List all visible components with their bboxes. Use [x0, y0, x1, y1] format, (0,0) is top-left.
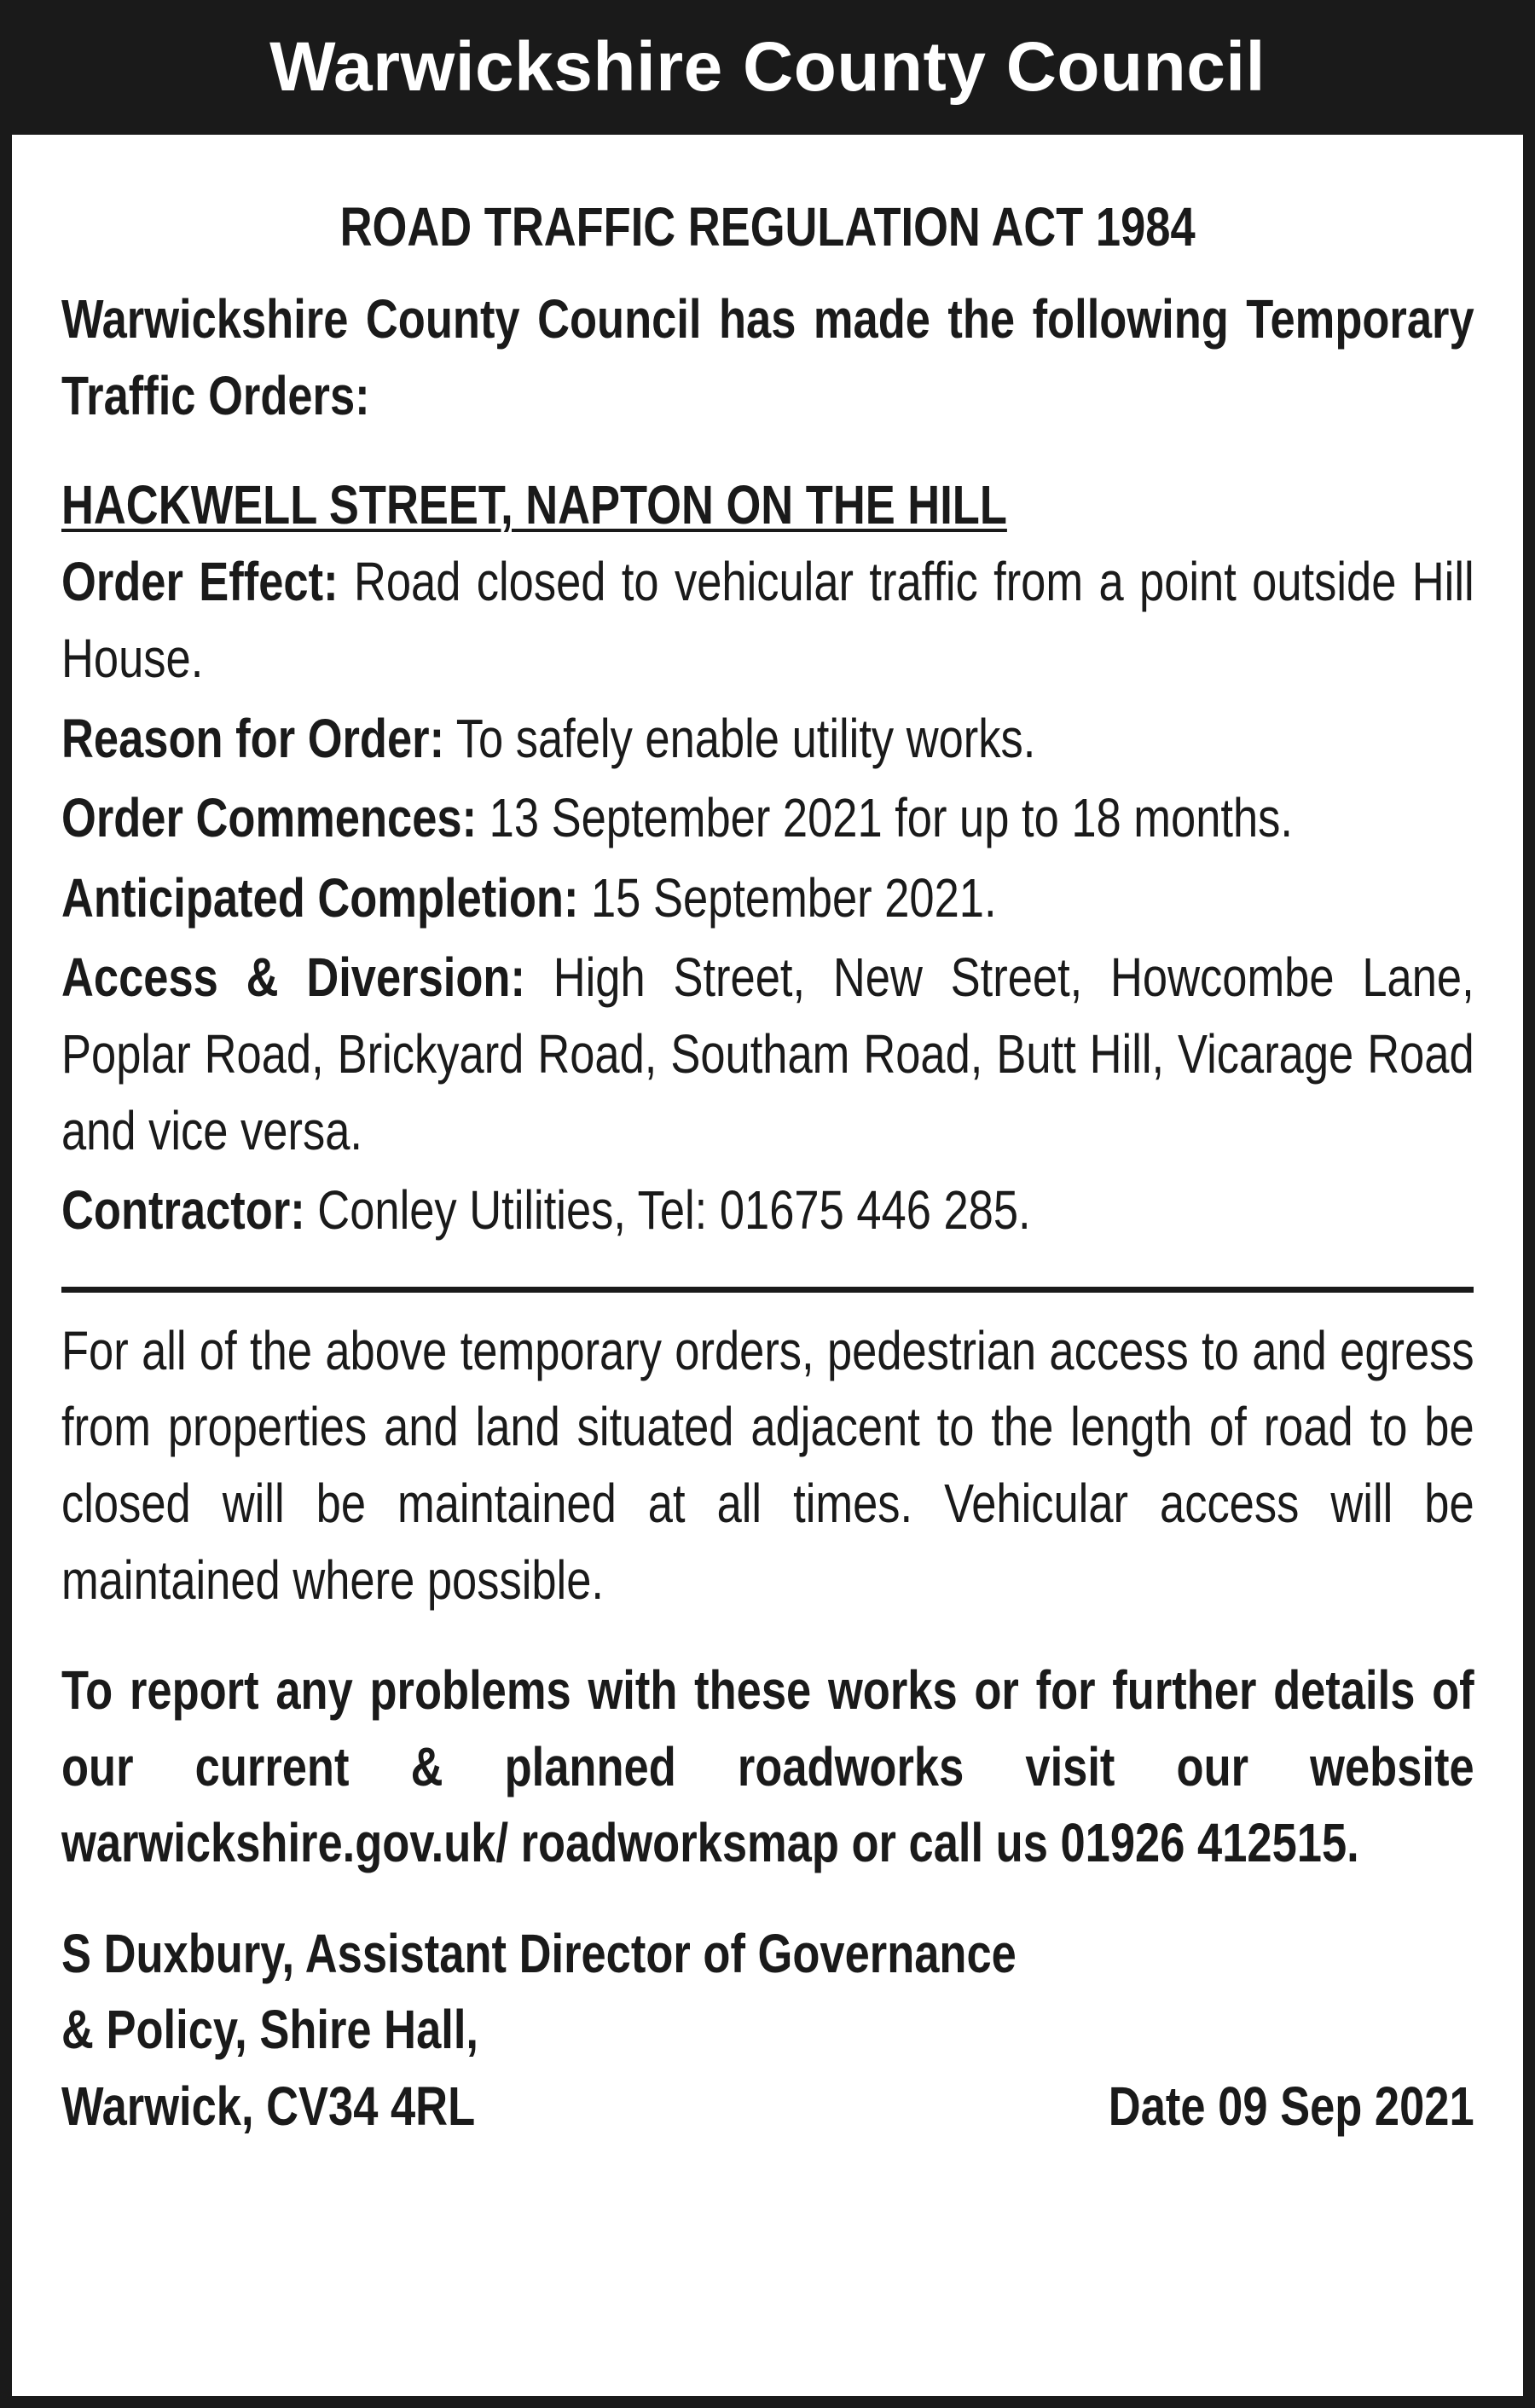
report-note: To report any problems with these works or for further details of our current & planned roadworks visit our website warwickshire.gov.uk/ roadworksmap or call us 01926 412515.	[61, 1659, 1474, 1874]
order-completion	[61, 860, 1474, 937]
signature-address: Warwick, CV34 4RL	[61, 2075, 476, 2138]
order-completion-value: 15 September 2021.	[578, 866, 997, 929]
order-reason	[61, 701, 1474, 778]
signature-line-1: S Duxbury, Assistant Director of Governance	[61, 1922, 1017, 1984]
section-divider	[61, 1287, 1474, 1293]
intro-text: Warwickshire County Council has made the following Temporary Traffic Orders:	[61, 288, 1474, 426]
road-heading: HACKWELL STREET, NAPTON ON THE HILL	[61, 474, 1007, 536]
order-effect-value: Road closed to vehicular traffic from a point outside Hill House.	[61, 551, 1474, 689]
council-title: Warwickshire County Council	[269, 28, 1266, 106]
order-contractor-label: Contractor:	[61, 1179, 305, 1242]
order-diversion-label: Access & Diversion:	[61, 946, 525, 1009]
order-completion-label: Anticipated Completion:	[61, 866, 579, 929]
act-title	[61, 193, 1474, 261]
signature-line-3	[61, 2069, 1474, 2145]
order-commences	[61, 780, 1474, 857]
order-reason-label: Reason for Order:	[61, 707, 445, 769]
pedestrian-note: For all of the above temporary orders, pedestrian access to and egress from properties and land situated adjacent to the length of road to be closed will be maintained at all times. Vehicular access will be maintained where possible.	[61, 1319, 1474, 1611]
notice-header	[12, 0, 1523, 135]
signature-line-2: & Policy, Shire Hall,	[61, 1999, 479, 2061]
notice-body	[12, 135, 1523, 2145]
order-contractor-value: Conley Utilities, Tel: 01675 446 285.	[304, 1179, 1031, 1242]
act-title-text: ROAD TRAFFIC REGULATION ACT 1984	[339, 196, 1196, 258]
signature-block	[61, 1916, 1474, 2145]
order-effect	[61, 544, 1474, 697]
order-commences-label: Order Commences:	[61, 787, 478, 849]
order-diversion	[61, 940, 1474, 1169]
order-effect-label: Order Effect:	[61, 551, 339, 613]
order-commences-value: 13 September 2021 for up to 18 months.	[477, 787, 1293, 849]
order-contractor	[61, 1172, 1474, 1249]
order-diversion-value: High Street, New Street, Howcombe Lane, Poplar Road, Brickyard Road, Southam Road, Butt Hill, Vicarage Road and vice versa.	[61, 946, 1474, 1161]
notice-date: Date 09 Sep 2021	[1108, 2075, 1474, 2138]
order-reason-value: To safely enable utility works.	[444, 707, 1036, 769]
